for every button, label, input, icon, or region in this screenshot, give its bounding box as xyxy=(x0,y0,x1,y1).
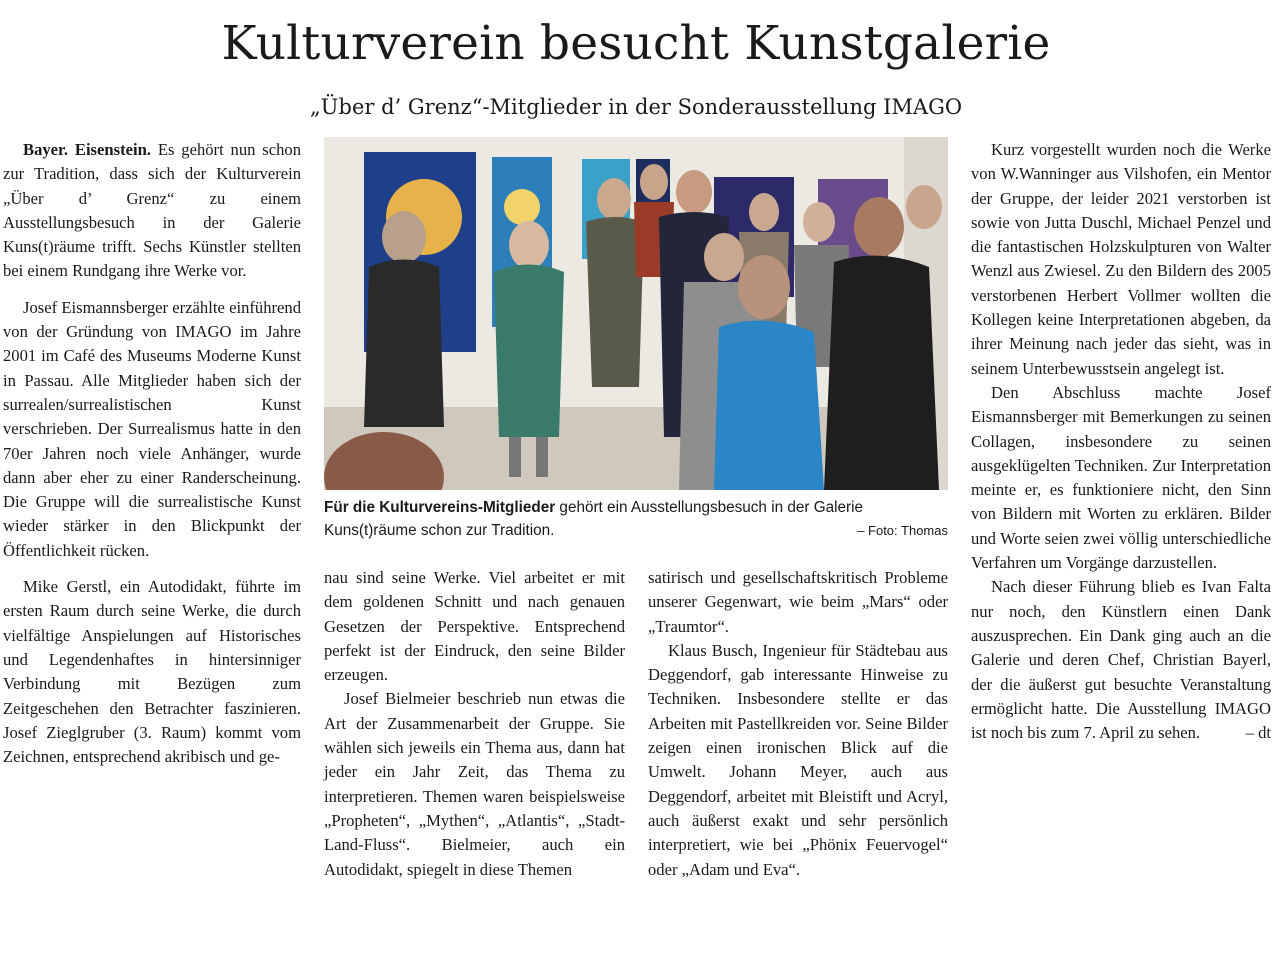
photo-credit: – Foto: Thomas xyxy=(857,523,948,538)
paragraph-text: Nach dieser Führung blieb es Ivan Falta nur noch, den Künstlern einen Dank auszusprechen. Ein Dank ging auch an die Galerie und deren Chef, Christian Bayerl, der die äußerst gut besuchte Veranstaltung ermöglicht hatte. Die Ausstellung IMAGO ist noch bis zum 7. April zu sehen. xyxy=(971,577,1271,743)
author-signature: – dt xyxy=(1245,723,1271,743)
paragraph: Klaus Busch, Ingenieur für Städtebau aus Deggendorf, gab interessante Hinweise zu Techniken. Insbesondere stellte er das Arbeiten mit Pastellkreiden vor. Seine Bilder zeigen einen ironischen Blick auf die Umwelt. Johann Meyer, auch aus Deggendorf, arbeitet mit Bleistift und Acryl, auch äußerst exakt und sehr persönlich interpretiert, wie bei „Phönix Feuervogel“ oder „Adam und Eva“. xyxy=(648,640,948,879)
paragraph xyxy=(3,138,301,284)
article-column-2 xyxy=(324,566,625,882)
paragraph: Den Abschluss machte Josef Eismannsberger mit Bemerkungen zu seinen Collagen, insbesondere zu seinen ausgeklügelten Techniken. Zur Interpretation meinte er, es funktioniere nicht, den Sinn von Bildern mit Worten zu erklären. Bilder und Worte seien zwei völlig unterschiedliche Verfahren um Vorgänge darzustellen. xyxy=(971,382,1271,573)
paragraph: Kurz vorgestellt wurden noch die Werke von W.Wanninger aus Vilshofen, ein Mentor der Gruppe, der leider 2021 verstorben ist sowie von Jutta Duschl, Michael Penzel und die fantastischen Holzskulpturen von Walter Wenzl aus Zwiesel. Zu den Bildern des 2005 verstorbenen Herbert Vollmer wollten die Kollegen keine Interpretationen abgeben, da ihrer Meinung nach jeder das sieht, was in seinem Unterbewusstsein angelegt ist. xyxy=(971,140,1271,378)
subheadline: „Über d’ Grenz“-Mitglieder in der Sonderausstellung IMAGO xyxy=(309,95,963,119)
article-column-3 xyxy=(648,566,948,882)
article-column-1 xyxy=(3,138,301,769)
paragraph-text: Es gehört nun schon zur Tradition, dass sich der Kulturverein „Über d’ Grenz“ zu einem Ausstellungsbesuch in der Galerie Kuns(t)räume trifft. Sechs Künstler stellten bei einem Rundgang ihre Werke vor. xyxy=(3,140,302,281)
paragraph: Mike Gerstl, ein Autodidakt, führte im ersten Raum durch seine Werke, die durch vielfältige Anspielungen auf Historisches und Legendenhaftes in hintersinniger Verbindung mit Bezügen zum Zeitgeschehen den Betrachter faszinieren. Josef Zieglgruber (3. Raum) kommt vom Zeichnen, entsprechend akribisch und ge- xyxy=(3,577,301,767)
paragraph: nau sind seine Werke. Viel arbeitet er mit dem goldenen Schnitt und nach genauen Gesetzen der Perspektive. Entsprechend perfekt ist der Eindruck, den seine Bilder erzeugen. xyxy=(324,568,625,685)
caption-box xyxy=(324,496,948,544)
paragraph: Josef Eismannsberger erzählte einführend von der Gründung von IMAGO im Jahre 2001 im Café des Museums Moderne Kunst in Passau. Alle Mitglieder haben sich der surrealen/surrealistischen Kunst verschrieben. Der Surrealismus hatte in den 70er Jahren noch viele Anhänger, wurde dann aber eher zu einer Randerscheinung. Die Gruppe will die surrealistische Kunst wieder stärker in den Blickpunkt der Öffentlichkeit rücken. xyxy=(3,297,301,560)
article-column-4 xyxy=(971,138,1271,745)
article-photo xyxy=(324,137,948,490)
caption-text: gehört ein Ausstellungsbesuch in der Galerie Kuns(t)räume schon zur Tradition. xyxy=(324,499,864,539)
gallery-visit-photo xyxy=(324,137,948,490)
caption-lead: Für die Kulturvereins-Mitglieder xyxy=(324,499,556,516)
headline: Kulturverein besucht Kunstgalerie xyxy=(221,16,1051,71)
dateline: Bayer. Eisenstein. xyxy=(23,140,151,159)
paragraph: Josef Bielmeier beschrieb nun etwas die Art der Zusammenarbeit der Gruppe. Sie wählen sich jeweils ein Thema aus, dann hat jeder ein Jahr Zeit, das Thema zu interpretieren. Themen waren beispielsweise „Propheten“, „Mythen“, „Atlantis“, „Stadt-Land-Fluss“. Bielmeier, auch ein Autodidakt, spiegelt in diese Themen xyxy=(324,689,625,879)
paragraph: satirisch und gesellschaftskritisch Probleme unserer Gegenwart, wie beim „Mars“ oder „Traumtor“. xyxy=(648,568,948,636)
paragraph xyxy=(971,575,1271,745)
